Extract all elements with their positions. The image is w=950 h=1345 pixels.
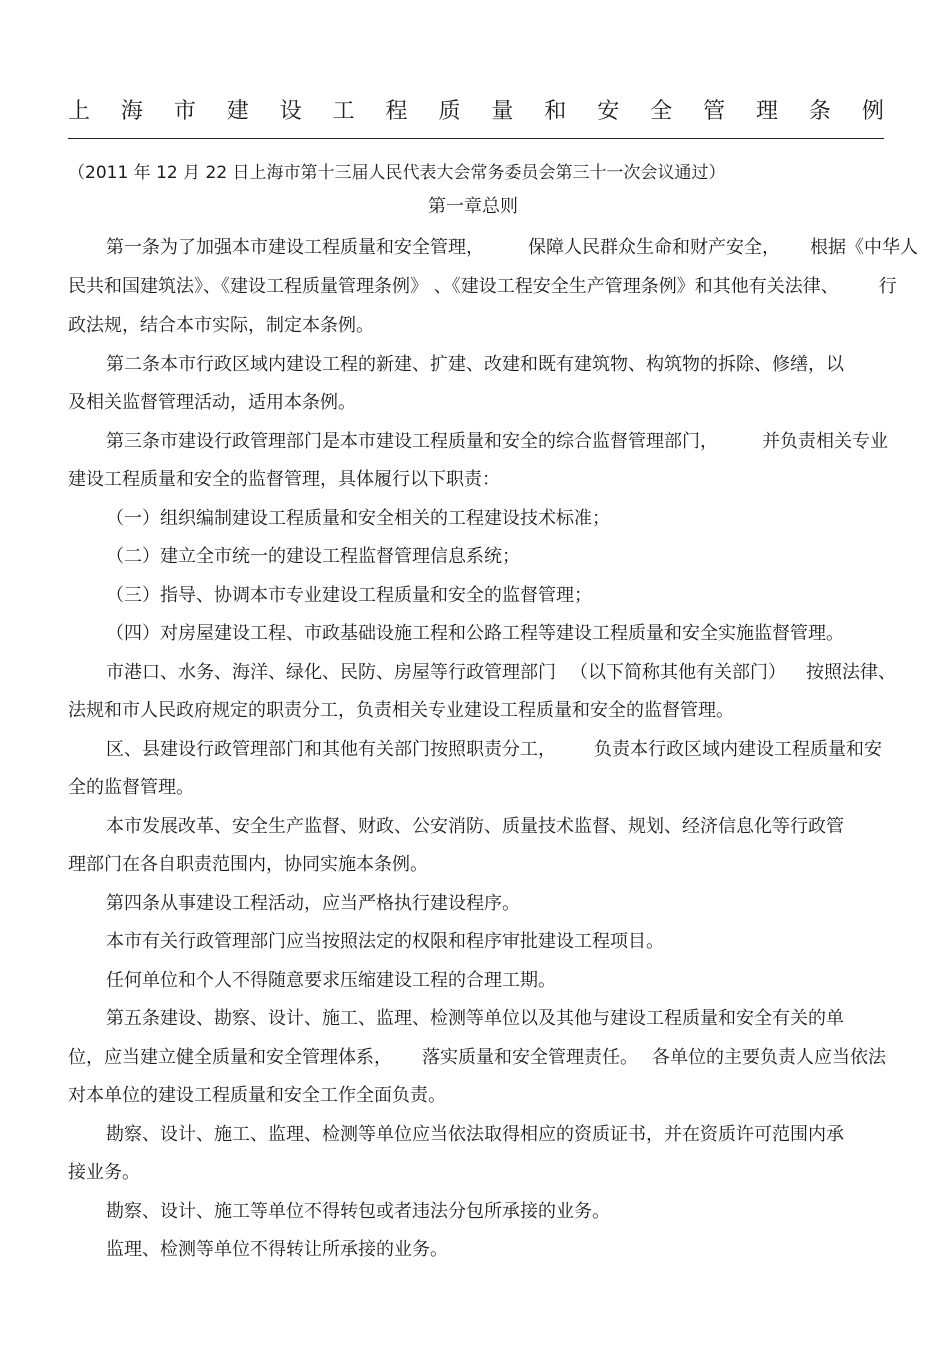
body-line bbox=[106, 622, 844, 646]
body-line bbox=[106, 430, 888, 454]
body-line bbox=[68, 1161, 140, 1185]
body-line bbox=[106, 815, 844, 839]
text-segment: 本市有关行政管理部门应当按照法定的权限和程序审批建设工程项目。 bbox=[106, 931, 664, 952]
text-segment: 民共和国建筑法》、《建设工程质量管理条例》 、《建设工程安全生产管理条例》和其他有关法律、 bbox=[68, 276, 839, 297]
body-line bbox=[68, 1084, 446, 1108]
body-line bbox=[106, 507, 610, 531]
title-char: 质 bbox=[438, 99, 461, 124]
text-segment: 行 bbox=[878, 276, 897, 297]
text-segment: 理部门在各自职责范围内，协同实施本条例。 bbox=[68, 854, 428, 875]
text-segment: （以下简称其他有关部门） bbox=[570, 662, 786, 683]
subtitle: （2011 年 12 月 22 日上海市第十三届人民代表大会常务委员会第三十一次会议通过） bbox=[68, 163, 726, 183]
body-line bbox=[68, 776, 194, 800]
text-segment: 市港口、水务、海洋、绿化、民防、房屋等行政管理部门 bbox=[106, 662, 556, 683]
text-segment: 本市发展改革、安全生产监督、财政、公安消防、质量技术监督、规划、经济信息化等行政管 bbox=[106, 816, 844, 837]
text-segment: 法规和市人民政府规定的职责分工，负责相关专业建设工程质量和安全的监督管理。 bbox=[68, 700, 734, 721]
body-line bbox=[68, 468, 500, 492]
title-char: 工 bbox=[332, 99, 355, 124]
title-char: 全 bbox=[650, 99, 673, 124]
body-line bbox=[106, 930, 664, 954]
text-segment: 落实质量和安全管理责任。 bbox=[422, 1047, 638, 1068]
text-segment: 及相关监督管理活动，适用本条例。 bbox=[68, 392, 356, 413]
text-segment: 第一条为了加强本市建设工程质量和安全管理， bbox=[106, 237, 484, 258]
title-char: 和 bbox=[544, 99, 567, 124]
text-segment: 根据《中华人 bbox=[810, 237, 918, 258]
text-segment: 位，应当建立健全质量和安全管理体系， bbox=[68, 1047, 392, 1068]
title-char: 量 bbox=[491, 99, 514, 124]
title-underline bbox=[68, 138, 884, 139]
body-line bbox=[68, 699, 734, 723]
title-char: 程 bbox=[385, 99, 408, 124]
document-title bbox=[68, 96, 884, 136]
text-segment: （二）建立全市统一的建设工程监督管理信息系统； bbox=[106, 546, 520, 567]
text-segment: 负责本行政区域内建设工程质量和安 bbox=[594, 739, 882, 760]
text-segment: 任何单位和个人不得随意要求压缩建设工程的合理工期。 bbox=[106, 970, 556, 991]
text-segment: 按照法律、 bbox=[806, 662, 896, 683]
text-segment: 建设工程质量和安全的监督管理，具体履行以下职责： bbox=[68, 469, 500, 490]
body-line bbox=[68, 275, 897, 299]
body-line bbox=[106, 1123, 844, 1147]
body-line bbox=[106, 892, 520, 916]
title-char: 上 bbox=[68, 99, 91, 124]
text-segment: 监理、检测等单位不得转让所承接的业务。 bbox=[106, 1239, 448, 1260]
body-line bbox=[68, 1046, 886, 1070]
title-char: 例 bbox=[861, 99, 884, 124]
text-segment: 对本单位的建设工程质量和安全工作全面负责。 bbox=[68, 1085, 446, 1106]
text-segment: 第三条市建设行政管理部门是本市建设工程质量和安全的综合监督管理部门， bbox=[106, 431, 718, 452]
text-segment: 各单位的主要负责人应当依法 bbox=[652, 1047, 886, 1068]
text-segment: 保障人民群众生命和财产安全， bbox=[528, 237, 780, 258]
title-char: 建 bbox=[226, 99, 249, 124]
body-line bbox=[68, 314, 374, 338]
body-line bbox=[106, 1200, 610, 1224]
title-char: 管 bbox=[703, 99, 726, 124]
text-segment: 第五条建设、勘察、设计、施工、监理、检测等单位以及其他与建设工程质量和安全有关的单 bbox=[106, 1008, 844, 1029]
body-line bbox=[106, 584, 592, 608]
text-segment: 区、县建设行政管理部门和其他有关部门按照职责分工， bbox=[106, 739, 556, 760]
text-segment: 勘察、设计、施工、监理、检测等单位应当依法取得相应的资质证书，并在资质许可范围内承 bbox=[106, 1124, 844, 1145]
text-segment: 第二条本市行政区域内建设工程的新建、扩建、改建和既有建筑物、构筑物的拆除、修缮，以 bbox=[106, 354, 844, 375]
text-segment: 第四条从事建设工程活动，应当严格执行建设程序。 bbox=[106, 893, 520, 914]
body-line bbox=[106, 738, 882, 762]
title-char: 海 bbox=[120, 99, 143, 124]
body-line bbox=[106, 661, 896, 685]
body-line bbox=[106, 353, 844, 377]
text-segment: 并负责相关专业 bbox=[762, 431, 888, 452]
title-char: 安 bbox=[597, 99, 620, 124]
body-line bbox=[106, 545, 520, 569]
body-line bbox=[106, 969, 556, 993]
body-line bbox=[106, 236, 918, 260]
title-char: 理 bbox=[755, 99, 778, 124]
text-segment: 勘察、设计、施工等单位不得转包或者违法分包所承接的业务。 bbox=[106, 1201, 610, 1222]
text-segment: （三）指导、协调本市专业建设工程质量和安全的监督管理； bbox=[106, 585, 592, 606]
title-char: 条 bbox=[808, 99, 831, 124]
body-line bbox=[106, 1238, 448, 1262]
body-line bbox=[68, 853, 428, 877]
text-segment: 全的监督管理。 bbox=[68, 777, 194, 798]
body-line bbox=[106, 1007, 844, 1031]
text-segment: （一）组织编制建设工程质量和安全相关的工程建设技术标准； bbox=[106, 508, 610, 529]
text-segment: 接业务。 bbox=[68, 1162, 140, 1183]
body-line bbox=[68, 391, 356, 415]
text-segment: （四）对房屋建设工程、市政基础设施工程和公路工程等建设工程质量和安全实施监督管理。 bbox=[106, 623, 844, 644]
title-char: 市 bbox=[173, 99, 196, 124]
chapter-heading: 第一章总则 bbox=[428, 196, 518, 217]
text-segment: 政法规，结合本市实际，制定本条例。 bbox=[68, 315, 374, 336]
title-char: 设 bbox=[279, 99, 302, 124]
